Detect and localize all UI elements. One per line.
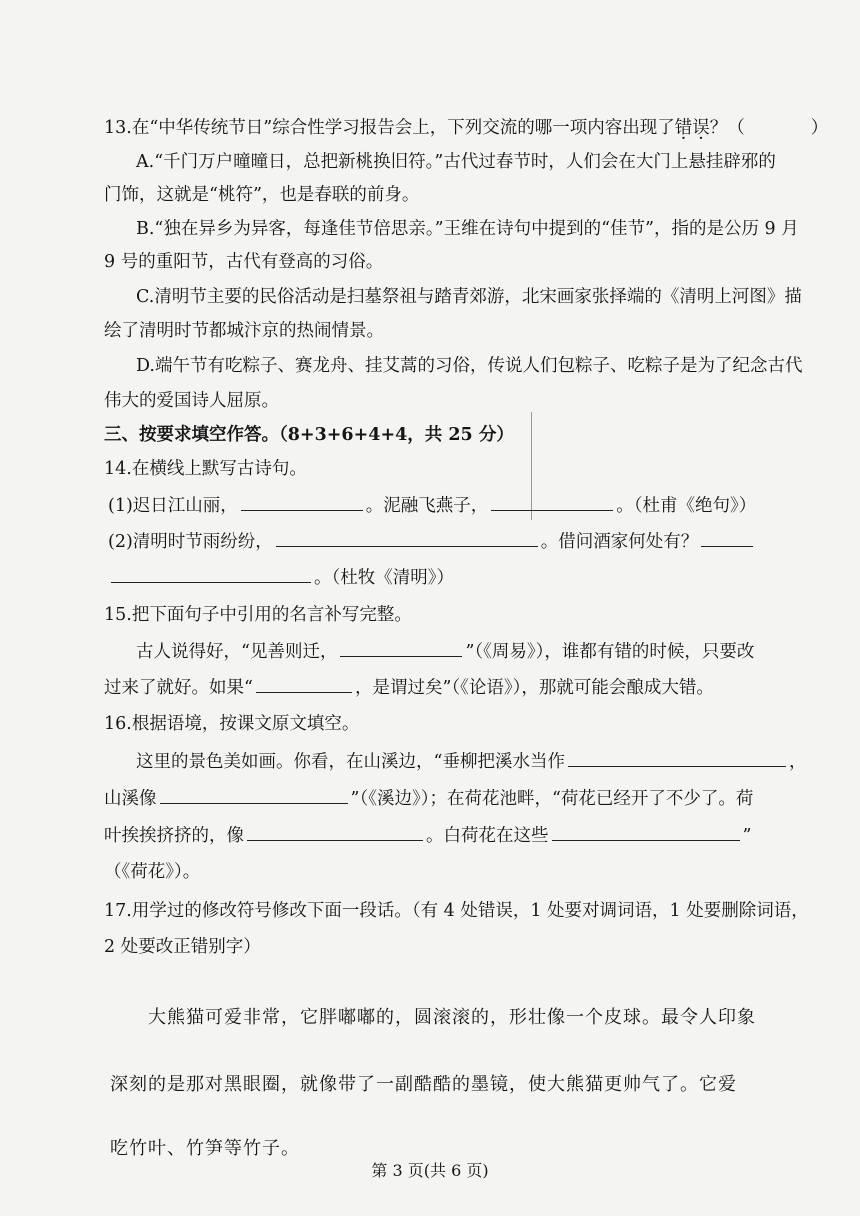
q17-paragraph-line-2: 深刻的是那对黑眼圈，就像带了一副酷酷的墨镜，使大熊猫更帅气了。它爱 bbox=[110, 1074, 737, 1095]
blank-q16-4[interactable] bbox=[552, 824, 740, 841]
blank-q14-1[interactable] bbox=[241, 494, 363, 511]
emphasis-char-2: 误 bbox=[692, 118, 710, 138]
q16-l1-comma: ， bbox=[788, 752, 807, 772]
q16-title: 16.根据语境，按课文原文填空。 bbox=[104, 714, 360, 734]
q15-l2-rest: ，是谓过矣”（《论语》），那就可能会酿成大错。 bbox=[354, 678, 714, 698]
q16-line4: （《荷花》）。 bbox=[104, 862, 201, 882]
q15-line1 bbox=[136, 640, 754, 664]
q13-option-b-1: B.“独在异乡为异客，每逢佳节倍思亲。”王维在诗句中提到的“佳节”，指的是公历 9 月 bbox=[136, 219, 799, 239]
q16-l3-text: 叶挨挨挤挤的，像 bbox=[104, 826, 244, 846]
q17-paragraph-line-1: 大熊猫可爱非常，它胖嘟嘟的，圆滚滚的，形壮像一个皮球。最令人印象 bbox=[148, 1007, 756, 1028]
blank-q15-2[interactable] bbox=[256, 676, 352, 693]
blank-q16-3[interactable] bbox=[247, 824, 423, 841]
q14-part1 bbox=[108, 494, 756, 518]
blank-q15-1[interactable] bbox=[340, 640, 462, 657]
q16-l2-rest: ”（《溪边》）；在荷花池畔，“荷花已经开了不少了。荷 bbox=[350, 789, 754, 809]
q17-title: 17.用学过的修改符号修改下面一段话。（有 4 处错误，1 处要对调词语，1 处要删除词语， bbox=[104, 901, 809, 921]
q14-p1-text: (1)迟日江山丽， bbox=[108, 496, 238, 516]
blank-q14-4b[interactable] bbox=[111, 566, 311, 583]
section-3-heading: 三、按要求填空作答。（8+3+6+4+4，共 25 分） bbox=[104, 425, 514, 445]
q16-line2 bbox=[104, 787, 753, 811]
q13-stem-text: 13.在“中华传统节日”综合性学习报告会上，下列交流的哪一项内容出现了 bbox=[104, 118, 675, 138]
q17-title-cont: 2 处要改正错别字） bbox=[104, 937, 261, 957]
q16-l1-text: 这里的景色美如画。你看，在山溪边，“垂柳把溪水当作 bbox=[136, 752, 565, 772]
q14-part2 bbox=[108, 530, 756, 554]
q13-option-d-1: D.端午节有吃粽子、赛龙舟、挂艾蒿的习俗，传说人们包粽子、吃粽子是为了纪念古代 bbox=[136, 356, 803, 376]
q13-stem bbox=[104, 116, 828, 140]
q13-option-c-2: 绘了清明时节都城汴京的热闹情景。 bbox=[104, 321, 384, 341]
q13-stem-end: ？（ bbox=[709, 118, 745, 138]
q16-l3-quote: ” bbox=[742, 826, 752, 846]
emphasis-char-1: 错 bbox=[674, 118, 693, 138]
q15-l1-text: 古人说得好，“见善则迁， bbox=[136, 642, 338, 662]
q16-l2-text: 山溪像 bbox=[104, 789, 157, 809]
q15-l1-rest: ”（《周易》），谁都有错的时候，只要改 bbox=[465, 642, 755, 662]
page-number: 第 3 页(共 6 页) bbox=[371, 1161, 489, 1180]
q13-paren-close: ） bbox=[810, 118, 829, 138]
q16-line3 bbox=[104, 824, 751, 848]
q14-p2-text: (2)清明时节雨纷纷， bbox=[108, 532, 273, 552]
q16-l3-mid: 。白荷花在这些 bbox=[426, 826, 549, 846]
q17-paragraph-line-3: 吃竹叶、竹笋等竹子。 bbox=[110, 1138, 300, 1159]
q13-option-a-1: A.“千门万户曈曈日，总把新桃换旧符。”古代过春节时，人们会在大门上悬挂辟邪的 bbox=[136, 152, 776, 172]
q15-title: 15.把下面句子中引用的名言补写完整。 bbox=[104, 605, 412, 625]
blank-q14-2[interactable] bbox=[491, 494, 613, 511]
q15-line2 bbox=[104, 676, 714, 700]
q14-part2-cont bbox=[108, 566, 454, 590]
q16-line1 bbox=[136, 750, 806, 774]
blank-q16-1[interactable] bbox=[568, 750, 786, 767]
q13-option-d-2: 伟大的爱国诗人屈原。 bbox=[104, 391, 279, 411]
q13-option-c-1: C.清明节主要的民俗活动是扫墓祭祖与踏青郊游，北宋画家张择端的《清明上河图》描 bbox=[136, 287, 802, 307]
q13-option-a-2: 门饰，这就是“桃符”，也是春联的前身。 bbox=[104, 185, 420, 205]
q14-p2-source: 。（杜牧《清明》） bbox=[314, 568, 454, 588]
blank-q16-2[interactable] bbox=[160, 787, 348, 804]
blank-q14-4a[interactable] bbox=[701, 530, 753, 547]
q14-p1-source: 。（杜甫《绝句》） bbox=[616, 496, 757, 516]
q13-option-b-2: 9 号的重阳节，古代有登高的习俗。 bbox=[104, 252, 384, 272]
q14-p1-mid: 。泥融飞燕子， bbox=[365, 496, 489, 516]
q14-title: 14.在横线上默写古诗句。 bbox=[104, 459, 307, 479]
q15-l2-text: 过来了就好。如果“ bbox=[104, 678, 253, 698]
blank-q14-3[interactable] bbox=[276, 530, 538, 547]
q14-p2-mid: 。借问酒家何处有？ bbox=[540, 532, 699, 552]
